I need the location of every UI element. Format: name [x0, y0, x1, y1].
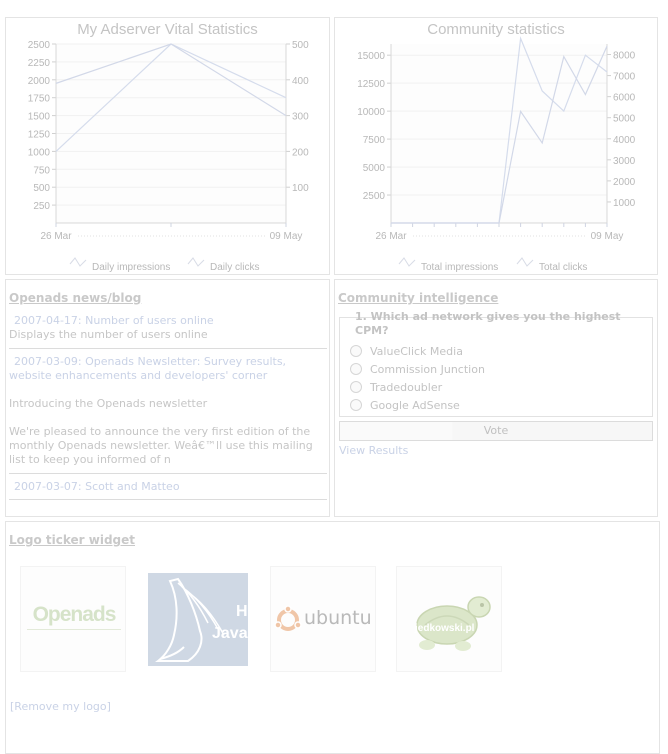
legend-icon [399, 258, 415, 266]
remove-logo-link[interactable]: [Remove my logo] [10, 700, 111, 713]
y-right-tick-label: 4000 [613, 134, 636, 146]
x-tick-label: 09 May [590, 231, 624, 242]
vital-stats-title: My Adserver Vital Statistics [77, 21, 258, 38]
poll-option-valueclick[interactable] [350, 344, 463, 360]
openads-logo-underline [27, 629, 121, 630]
news-item-link[interactable]: 2007-04-17: Number of users online [14, 314, 214, 327]
legend-icon [188, 258, 204, 266]
radio-button[interactable] [350, 345, 362, 357]
y-left-tick-label: 7500 [362, 135, 385, 147]
y-left-tick-label: 5000 [362, 163, 385, 175]
x-tick-label: 26 Mar [375, 231, 407, 242]
view-results-link[interactable]: View Results [339, 444, 409, 457]
poll-option-commission-junction[interactable] [350, 362, 485, 378]
community-intel-title[interactable]: Community intelligence [338, 291, 499, 305]
logo-ticker-title[interactable]: Logo ticker widget [9, 533, 136, 547]
y-right-tick-label: 100 [292, 183, 309, 195]
logo-hermes-java[interactable] [148, 573, 248, 666]
y-right-tick-label: 400 [292, 75, 309, 87]
openads-logo-text: Openads [32, 603, 116, 626]
poll-option-label: Commission Junction [370, 363, 485, 376]
news-divider [9, 499, 327, 500]
ubuntu-circle-icon [273, 605, 303, 635]
y-left-tick-label: 2250 [27, 57, 50, 69]
y-left-tick-label: 1000 [27, 147, 50, 159]
logo-openads[interactable] [20, 566, 126, 672]
news-panel [5, 279, 330, 517]
y-left-tick-label: 1750 [27, 93, 50, 105]
turtle-icon [397, 567, 502, 672]
vital-stats-panel [5, 17, 330, 275]
x-tick-label: 09 May [269, 231, 303, 242]
y-left-tick-label: 250 [33, 201, 50, 213]
hermes-java: Java [212, 625, 248, 642]
radio-button[interactable] [350, 381, 362, 393]
radio-button[interactable] [350, 363, 362, 375]
news-item-link[interactable]: 2007-03-09: Openads Newsletter: Survey results, website enhancements and developers' corner [9, 355, 287, 382]
news-title[interactable]: Openads news/blog [9, 291, 142, 305]
news-item [9, 480, 325, 494]
legend-label: Daily impressions [92, 262, 171, 273]
y-right-tick-label: 6000 [613, 92, 636, 104]
news-item [9, 314, 325, 342]
news-item [9, 355, 325, 383]
vote-button[interactable]: Vote [339, 421, 653, 441]
y-left-tick-label: 2500 [362, 191, 385, 203]
news-item-link[interactable]: 2007-03-07: Scott and Matteo [14, 480, 180, 493]
y-left-tick-label: 15000 [357, 51, 385, 63]
logo-ticker-panel [5, 521, 660, 754]
radio-button[interactable] [350, 399, 362, 411]
community-stats-chart [335, 18, 659, 276]
plot-area [391, 44, 607, 223]
y-left-tick-label: 750 [33, 165, 50, 177]
poll-option-google-adsense[interactable] [350, 398, 460, 414]
y-right-tick-label: 3000 [613, 155, 636, 167]
community-stats-panel [334, 17, 658, 275]
y-left-tick-label: 1500 [27, 111, 50, 123]
news-divider [9, 348, 327, 349]
ubuntu-logo-text: ubuntu [304, 607, 372, 629]
legend-label: Total clicks [539, 262, 588, 273]
logo-jedkowski[interactable] [396, 566, 502, 672]
y-right-tick-label: 5000 [613, 113, 636, 125]
y-right-tick-label: 200 [292, 147, 309, 159]
poll-question: 1. Which ad network gives you the highest CPM? [355, 310, 621, 337]
legend-label: Total impressions [421, 262, 499, 273]
community-intel-panel [334, 279, 658, 517]
logo-ubuntu[interactable] [270, 566, 376, 672]
y-left-tick-label: 500 [33, 183, 50, 195]
poll-option-label: Tradedoubler [370, 381, 443, 394]
y-right-tick-label: 500 [292, 40, 309, 51]
news-item-intro: Introducing the Openads newsletter [9, 397, 208, 410]
legend-icon [70, 258, 86, 266]
y-right-tick-label: 1000 [613, 197, 636, 209]
news-item-body: We're pleased to announce the very first edition of the monthly Openads newsletter. Weâ€™ll use this mailing list to keep you informed of n [9, 425, 313, 466]
y-right-tick-label: 2000 [613, 176, 636, 188]
poll-option-label: Google AdSense [370, 399, 460, 412]
y-left-tick-label: 12500 [357, 79, 385, 91]
news-item-body: Displays the number of users online [9, 328, 208, 341]
winged-foot-icon [148, 573, 248, 666]
poll-option-label: ValueClick Media [370, 345, 463, 358]
news-divider [9, 473, 327, 474]
y-left-tick-label: 1250 [27, 129, 50, 141]
legend-icon [517, 258, 533, 266]
community-stats-title: Community statistics [427, 21, 565, 38]
y-left-tick-label: 10000 [357, 107, 385, 119]
x-tick-label: 26 Mar [40, 231, 72, 242]
turtle-logo-text: jedkowski.pl [415, 623, 475, 634]
y-right-tick-label: 7000 [613, 71, 636, 83]
y-right-tick-label: 8000 [613, 50, 636, 62]
legend-label: Daily clicks [210, 262, 260, 273]
y-left-tick-label: 2000 [27, 75, 50, 87]
y-left-tick-label: 2500 [27, 40, 50, 51]
vital-stats-chart [6, 18, 331, 276]
poll-option-tradedoubler[interactable] [350, 380, 442, 396]
y-right-tick-label: 300 [292, 111, 309, 123]
hermes-letter: H [236, 603, 248, 620]
